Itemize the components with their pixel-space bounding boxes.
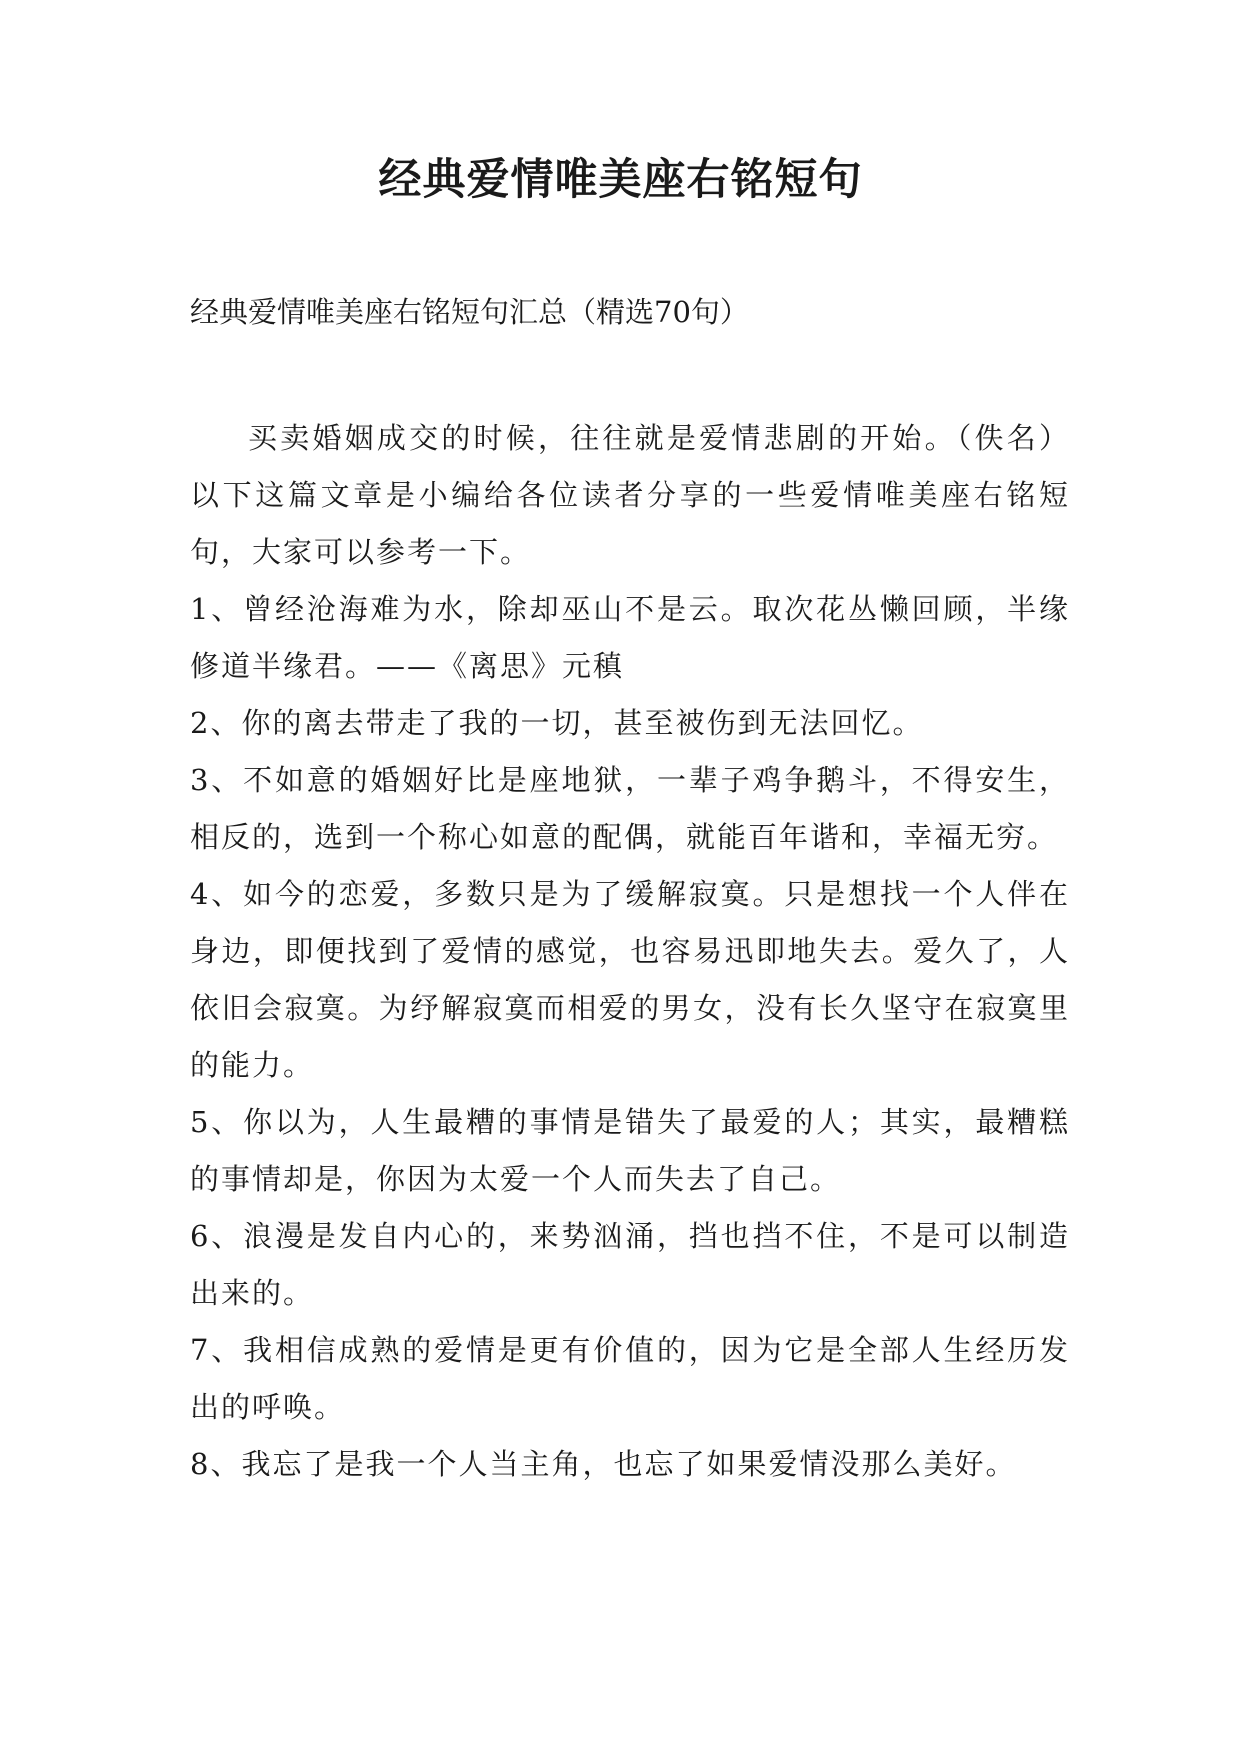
quote-item: 7、我相信成熟的爱情是更有价值的，因为它是全部人生经历发出的呼唤。 [190,1333,1070,1424]
document-body [190,410,1070,1493]
quote-item: 4、如今的恋爱，多数只是为了缓解寂寞。只是想找一个人伴在身边，即便找到了爱情的感觉，也容易迅即地失去。爱久了，人依旧会寂寞。为纾解寂寞而相爱的男女，没有长久坚守在寂寞里的能力。 [190,877,1070,1082]
quote-item: 5、你以为，人生最糟的事情是错失了最爱的人；其实，最糟糕的事情却是，你因为太爱一个人而失去了自己。 [190,1105,1070,1196]
document-subtitle: 经典爱情唯美座右铭短句汇总（精选70句） [190,295,749,329]
quote-item: 6、浪漫是发自内心的，来势汹涌，挡也挡不住，不是可以制造出来的。 [190,1219,1070,1310]
quote-item: 8、我忘了是我一个人当主角，也忘了如果爱情没那么美好。 [190,1447,1017,1481]
quote-item: 1、曾经沧海难为水，除却巫山不是云。取次花丛懒回顾，半缘修道半缘君。——《离思》元稹 [190,592,1070,683]
intro-paragraph: 买卖婚姻成交的时候，往往就是爱情悲剧的开始。（佚名）以下这篇文章是小编给各位读者分享的一些爱情唯美座右铭短句，大家可以参考一下。 [190,421,1070,569]
document-title: 经典爱情唯美座右铭短句 [378,155,863,205]
quote-item: 2、你的离去带走了我的一切，甚至被伤到无法回忆。 [190,706,924,740]
quote-item: 3、不如意的婚姻好比是座地狱，一辈子鸡争鹅斗，不得安生，相反的，选到一个称心如意的配偶，就能百年谐和，幸福无穷。 [190,763,1070,854]
